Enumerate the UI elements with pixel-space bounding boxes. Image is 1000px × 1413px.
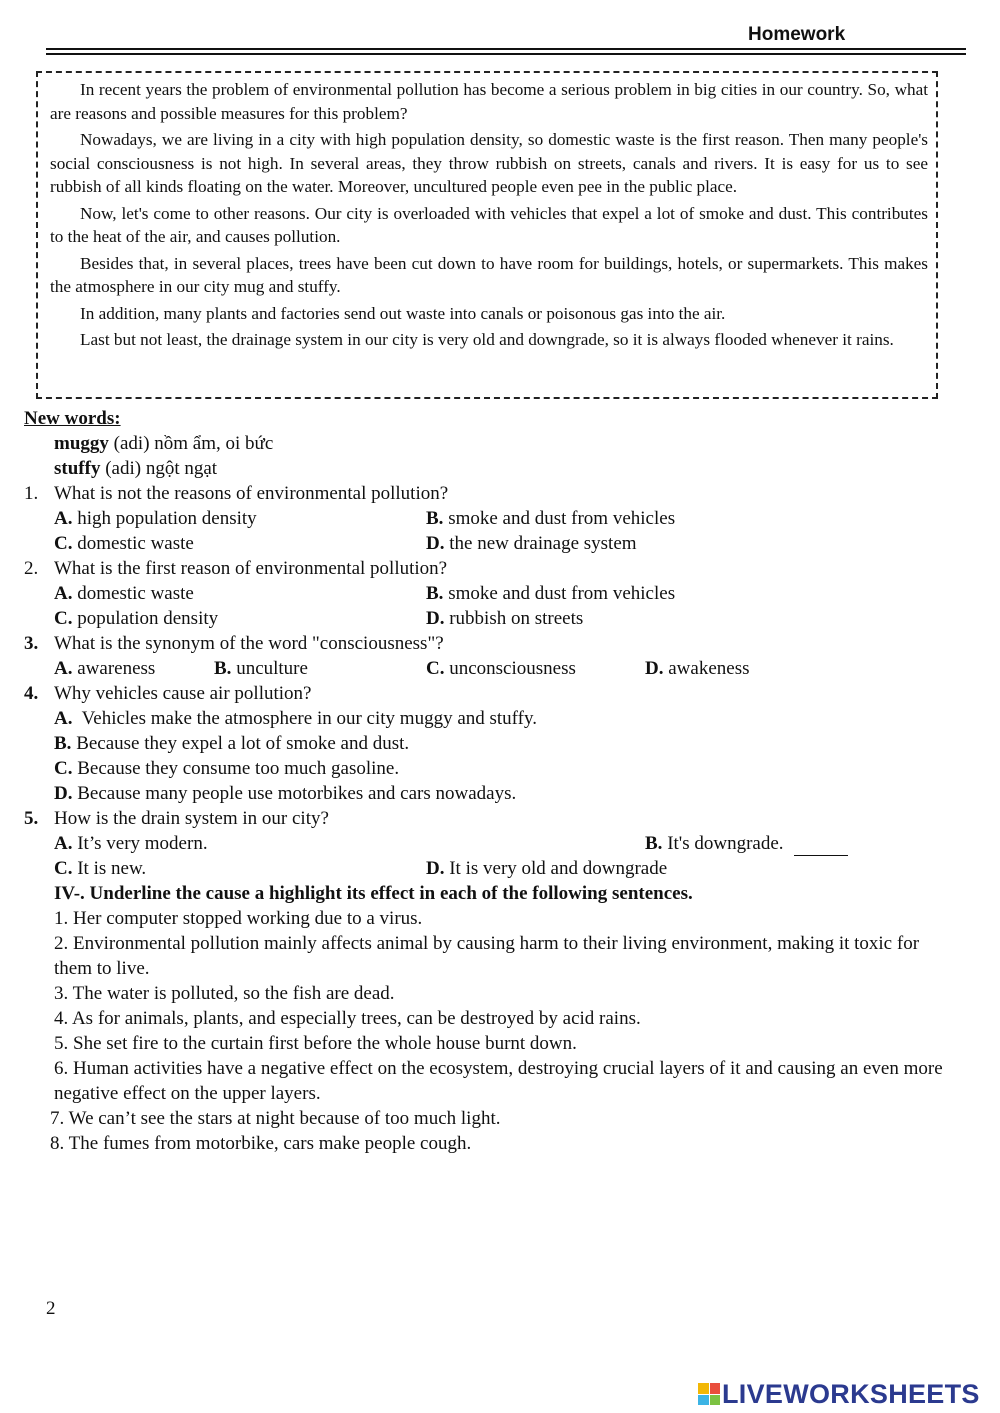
question-number: 2. <box>24 558 39 579</box>
answer-option[interactable]: B. It's downgrade. <box>645 831 848 856</box>
exercise-sentence: 1. Her computer stopped working due to a virus. <box>54 908 423 929</box>
new-word-definition: (adi) nồm ẩm, oi bức <box>108 433 274 454</box>
passage-paragraph: Now, let's come to other reasons. Our city is overloaded with vehicles that expel a lot of smoke and dust. This contributes to the heat of the air, and causes pollution. <box>50 203 928 246</box>
answer-option[interactable]: A. high population density <box>54 508 257 529</box>
exercise-sentence: 3. The water is polluted, so the fish are dead. <box>54 983 395 1004</box>
section-heading: IV-. Underline the cause a highlight its effect in each of the following sentences. <box>54 883 693 904</box>
answer-option[interactable]: D. Because many people use motorbikes and cars nowadays. <box>54 783 517 804</box>
question-number: 1. <box>24 483 39 504</box>
answer-option[interactable]: C. domestic waste <box>54 533 194 554</box>
question-text: How is the drain system in our city? <box>54 808 329 829</box>
exercise-sentence: 5. She set fire to the curtain first before the whole house burnt down. <box>54 1033 577 1054</box>
exercise-sentence: 4. As for animals, plants, and especially trees, can be destroyed by acid rains. <box>54 1008 641 1029</box>
passage-paragraph: In recent years the problem of environmental pollution has become a serious problem in big cities in our country. So, what are reasons and possible measures for this problem? <box>50 80 928 123</box>
question-number: 3. <box>24 633 39 654</box>
answer-option[interactable]: C. It is new. <box>54 858 147 879</box>
logo-text: LIVEWORKSHEETS <box>722 1378 980 1409</box>
answer-option[interactable]: A. awareness <box>54 658 156 679</box>
question-number: 5. <box>24 808 39 829</box>
question-text: What is not the reasons of environmental pollution? <box>54 483 449 504</box>
exercise-sentence: 2. Environmental pollution mainly affects animal by causing harm to their living environment, making it toxic for them to live. <box>54 933 920 979</box>
exercise-sentence: 8. The fumes from motorbike, cars make people cough. <box>50 1133 472 1154</box>
answer-blank[interactable] <box>794 837 848 856</box>
answer-option[interactable]: C. Because they consume too much gasoline. <box>54 758 400 779</box>
answer-option[interactable]: B. smoke and dust from vehicles <box>426 583 676 604</box>
question-number: 4. <box>24 683 39 704</box>
new-word: stuffy <box>54 458 101 479</box>
new-word-item <box>54 456 217 481</box>
exercise-sentence: 6. Human activities have a negative effect on the ecosystem, destroying crucial layers of it and causing an even more negative effect on the upper layers. <box>54 1058 943 1104</box>
answer-option[interactable]: A. It’s very modern. <box>54 833 208 854</box>
answer-option[interactable]: D. rubbish on streets <box>426 608 584 629</box>
new-words-heading: New words: <box>24 408 121 429</box>
liveworksheets-logo-icon <box>698 1383 720 1405</box>
answer-option[interactable]: C. population density <box>54 608 219 629</box>
answer-option[interactable]: B. smoke and dust from vehicles <box>426 508 676 529</box>
new-word: muggy <box>54 433 109 454</box>
question-text: What is the first reason of environmental pollution? <box>54 558 448 579</box>
answer-option[interactable]: D. awakeness <box>645 658 750 679</box>
answer-option[interactable]: C. unconsciousness <box>426 658 576 679</box>
answer-option[interactable]: A. domestic waste <box>54 583 194 604</box>
header-rule-top <box>46 48 966 50</box>
answer-option[interactable]: B. unculture <box>214 658 308 679</box>
passage-paragraph: Last but not least, the drainage system in our city is very old and downgrade, so it is always flooded whenever it rains. <box>80 330 894 349</box>
answer-option[interactable]: D. It is very old and downgrade <box>426 858 668 879</box>
header-rule-bottom <box>46 53 966 55</box>
page-title: Homework <box>748 24 846 45</box>
question-text: Why vehicles cause air pollution? <box>54 683 312 704</box>
page-number: 2 <box>46 1298 56 1319</box>
passage-paragraph: Besides that, in several places, trees have been cut down to have room for buildings, hotels, or supermarkets. This makes the atmosphere in our city mug and stuffy. <box>50 253 928 296</box>
new-word-definition: (adi) ngột ngạt <box>100 458 218 479</box>
question-text: What is the synonym of the word "consciousness"? <box>54 633 444 654</box>
new-word-item <box>54 431 273 456</box>
reading-passage <box>50 78 928 355</box>
passage-paragraph: In addition, many plants and factories send out waste into canals or poisonous gas into the air. <box>80 303 726 323</box>
exercise-sentence: 7. We can’t see the stars at night because of too much light. <box>50 1108 501 1129</box>
answer-option[interactable]: B. Because they expel a lot of smoke and dust. <box>54 733 410 754</box>
liveworksheets-logo[interactable] <box>698 1380 980 1408</box>
passage-paragraph: Nowadays, we are living in a city with high population density, so domestic waste is the first reason. Then many people's social consciousness is not high. In several areas, they throw rubbish on streets, canals and rivers. It is easy for us to see rubbish of all kinds floating on the water. Moreover, uncultured people even pee in the public place. <box>50 130 928 196</box>
answer-option[interactable]: A. Vehicles make the atmosphere in our city muggy and stuffy. <box>54 708 538 729</box>
answer-option[interactable]: D. the new drainage system <box>426 533 637 554</box>
